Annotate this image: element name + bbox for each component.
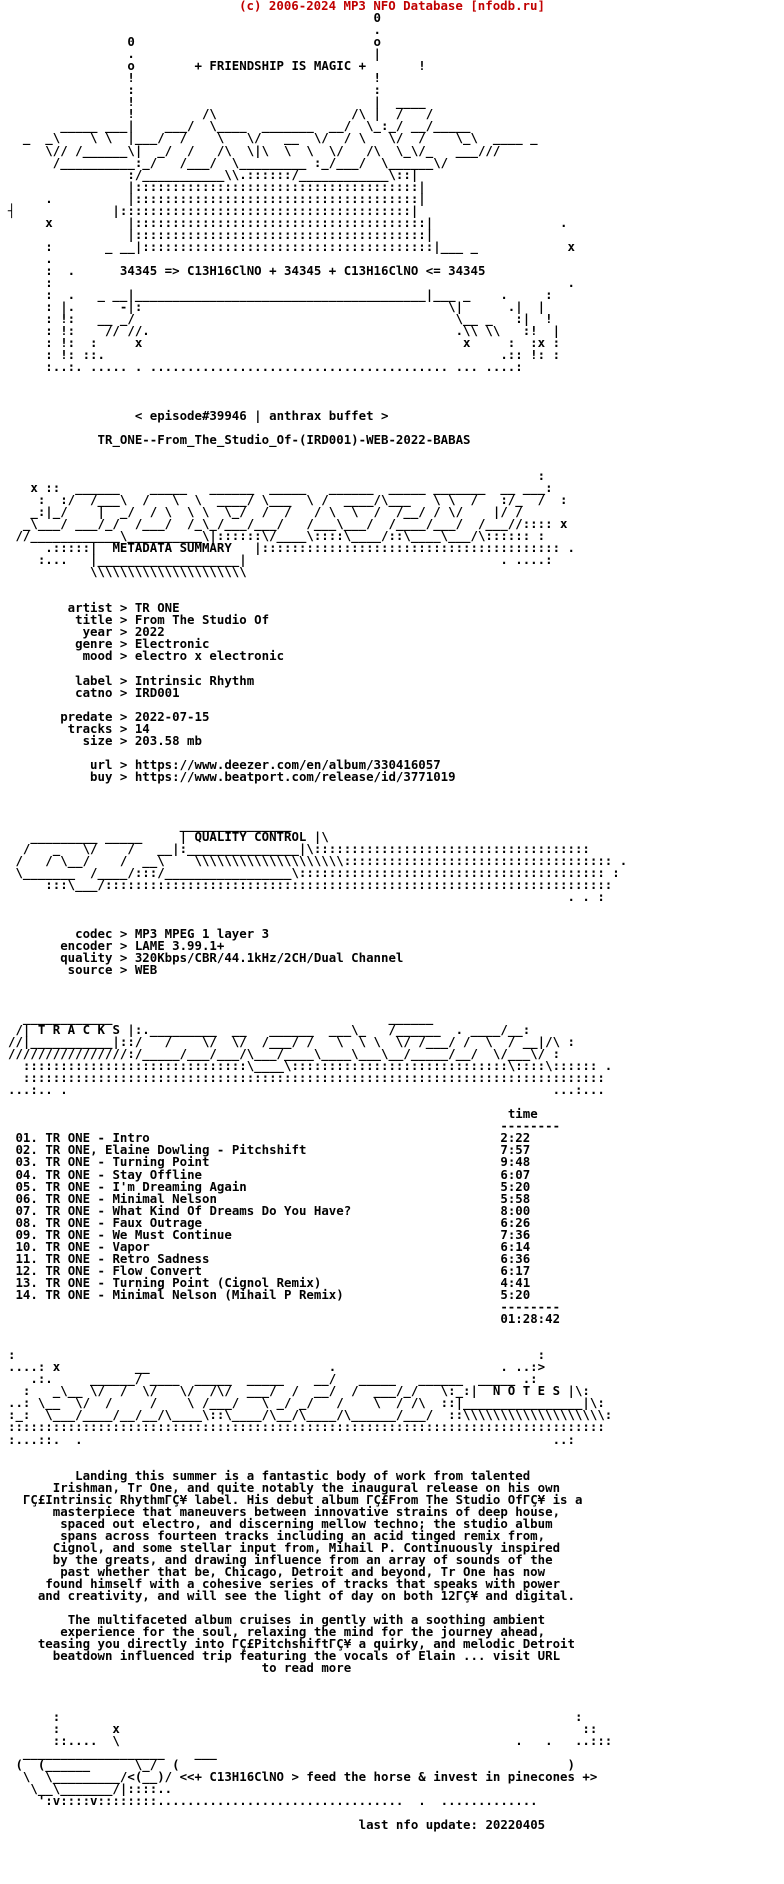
track-number: 08. [15,1214,38,1230]
track-name: TR ONE - Vapor [45,1238,150,1254]
track-name: TR ONE - Faux Outrage [45,1214,202,1230]
track-time: 8:00 [500,1202,531,1218]
notes-heading: N O T E S [492,1383,561,1399]
track-time: 4:41 [500,1274,531,1290]
metadata-heading: METADATA SUMMARY [112,540,232,556]
quality-codec: MP3 MPEG 1 layer 3 [134,925,270,941]
metadata-size: 203.58 mb [134,732,202,748]
track-number: 01. [15,1130,38,1146]
track-number: 09. [15,1226,38,1242]
track-number: 03. [15,1154,38,1170]
track-time: 5:58 [500,1190,531,1206]
track-number: 02. [15,1142,38,1158]
notes-line: Irishman, Tr One, and quite notably the inaugural release on his own [52,1479,561,1495]
tracks-heading: T R A C K S [37,1021,120,1037]
release-name: TR_ONE--From_The_Studio_Of-(IRD001)-WEB-2022-BABAS [97,431,471,447]
metadata-buy: https://www.beatport.com/release/id/3771019 [134,768,456,784]
notes-line: masterpiece that maneuvers between innovative strains of deep house, [52,1503,561,1519]
metadata-genre: Electronic [134,636,210,652]
notes-line: Cignol, and some stellar input from, Mihail P. Continuously inspired [52,1539,561,1555]
tagline: + FRIENDSHIP IS MAGIC + [194,58,367,74]
quality-quality: 320Kbps/CBR/44.1kHz/2CH/Dual Channel [134,949,404,965]
track-number: 11. [15,1250,38,1266]
metadata-artist: TR ONE [134,600,180,616]
metadata-catno: IRD001 [134,684,180,700]
track-time: 9:48 [500,1154,531,1170]
track-number: 10. [15,1238,38,1254]
track-name: TR ONE - Intro [45,1130,150,1146]
notes-line: experience for the soul, relaxing the mind for the journey ahead, [60,1624,546,1640]
nfodb-header: (c) 2006-2024 MP3 NFO Database [nfodb.ru] [239,0,545,13]
metadata-label: Intrinsic Rhythm [134,672,255,688]
track-name: TR ONE - What Kind Of Dreams Do You Have? [45,1202,352,1218]
time-header: time [507,1106,538,1122]
track-time: 6:14 [500,1238,531,1254]
formula: 34345 => C13H16ClNO + 34345 + C13H16ClNO <= 34345 [119,262,486,278]
episode: < episode#39946 | anthrax buffet > [134,407,389,423]
track-name: TR ONE - Turning Point [45,1154,210,1170]
metadata-mood: electro x electronic [134,648,285,664]
metadata-url: https://www.deezer.com/en/album/330416057 [134,756,441,772]
notes-line: past whether that be, Chicago, Detroit and beyond, Tr One has now [60,1564,546,1580]
notes-line: teasing you directly into ΓÇ£PitchshiftΓÇ¥ a quirky, and melodic Detroit [37,1636,575,1652]
track-number: 05. [15,1178,38,1194]
footer-slogan: <<+ C13H16ClNO > feed the horse & invest in pinecones +> [179,1768,598,1784]
track-name: TR ONE - I'm Dreaming Again [45,1178,247,1194]
nfo-document: 0 . 0 o . | o + FRIENDSHIP IS MAGIC + ! ! ! : : ! | ____ ! /\ /\ | / / _____ ___| ___/ \____ _______ __/ \_:_/ __/_____ _ _\ \ \ |___/ / \ \/ __ \/ / \ \/ / \_\ ____ _ \// /______\| _/ / /\ \|\ \ \ \/ /\ \_\/_ ___/// /__________:_/ /___/ \_________ :_/___/ \______\/ :/___________\\.::::::/____________\::| |::::::::::::::::::::::::::::::::::::::| . |::::::::::::::::::::::::::::::::::::::| ┤ |:::::::::::::::::::::::::::::::::::::::| x |:::::::::::::::::::::::::::::::::::::::| . |:::::::::::::::::::::::::::::::::::::::| : _ __|:::::::::::::::::::::::::::::::::::::::|___ _ x . : . 34345 => C13H16ClNO + 34345 + C13H16ClNO <= 34345 : . : . _ __|_______________________________________|___ _ . : : |. -|: \| .| | : !: __ _/ \__ _ :| ! : !: // //. .\\ \\ :! | : !: : x x : :x : : !: ::. .:: !: : :..:. ..... . ........................................ ... ....: < episode#39946 | anthrax buffet > TR_ONE--From_The_Studio_Of-(IRD001)-WEB-2022-BABAS : x :: ______ _____ ______ _____ ______ _____ _______ __ ___: : :/ /___\ / \ \ ____/ \___ \ / ____/\___ \ \ / :/_ / : _:|_/ | _/ / \ \ \ \_/ / / / \ \ / /__/ / \/ |/ / _\___/ ___/_/ /___/ /_\_/___/___/ /___\___/ /____/___/ /___//:::: x //____________\__________\|::::::\/____\::::\____/::\____\___/\:::::: : .:::::| METADATA SUMMARY |:::::::::::::::::::::::::::::::::::::::: . :... |___________________| . ....: \\\\\\\\\\\\\\\\\\\\\ artist > TR ONE title > From The Studio Of year > 2022 genre > Electronic mood > electro x electronic label > Intrinsic Rhythm catno > IRD001 predate > 2022-07-15 tracks > 14 size > 203.58 mb url > https://www.deezer.com/en/album/330416057 buy > https://www.beatport.com/release/id/3771019 _______________ _________ _____ | QUALITY CONTROL |\ / _ \/ / __|:_______________|\::::::::::::::::::::::::::::::::::::: / / \__/ / __\ \\\\\\\\\\\\\\\\\\\\:::::::::::::::::::::::::::::::::::: . \_______ /____/:::/_________________\::::::::::::::::::::::::::::::::::::::::: : :::\___/:::::::::::::::::::::::::::::::::::::::::::::::::::::::::::::::::::: . . : codec > MP3 MPEG 1 layer 3 encoder > LAME 3.99.1+ quality > 320Kbps/CBR/44.1kHz/2CH/Dual Channel source > WEB ____________ ______ /| T R A C K S |:._________ __ ______ ___\_ /______ . ____/__: //|___________|::/ / \/ \/ /___/ / \ \ \ \/ /___/ / \ / __|/\ : ////////////////:/_____/___/___/\___/____\____\___\__/_____/__/ \/___\/ : ::::::::::::::::::::::::::::::\____\:::::::::::::::::::::::::::::\::::\:::::: . :::::::::::::::::::::::::::::::::::::::::::::::::::::::::::::::::::::::::::::: ...:.. . ...:... time -------- 01. TR ONE - Intro 2:22 02. TR ONE, Elaine Dowling - Pitchshift 7:57 03. TR ONE - Turning Point 9:48 04. TR ONE - Stay Offline 6:07 05. TR ONE - I'm Dreaming Again 5:20 06. TR ONE - Minimal Nelson 5:58 07. TR ONE - What Kind Of Dreams Do You Have? 8:00 08. TR ONE - Faux Outrage 6:26 09. TR ONE - We Must Continue 7:36 10. TR ONE - Vapor 6:14 11. TR ONE - Retro Sadness 6:36 12. TR ONE - Flow Convert 6:17 13. TR ONE - Turning Point (Cignol Remix) 4:41 14. TR ONE - Minimal Nelson (Mihail P Remix) 5:20 -------- 01:28:42 : : ....: x __ . . ..:> .:. ______/ ____ _____ _____ __/ _____ ______ _____ .: : _\__ \/ / \/ \/ /\/ ___/ / __/ / ___/_/ \:_:| N O T E S |\: ..: \__ \/ / / \ /___/ \ _/ _/ / \ / /\ ::|________________|\: :_: \___/____/__/__/\____\::\____/\__/\____/\______/___/ ::\\\\\\\\\\\\\\\\\\\: :::::::::::::::::::::::::::::::::::::::::::::::::::::::::::::::::::::::::::::::: :...::. . ..: Landing this summer is a fantastic body of work from talented Irishman, Tr One, and quite notably the inaugural release on his own ΓÇ£Intrinsic RhythmΓÇ¥ label. His debut album ΓÇ£From The Studio OfΓÇ¥ is a masterpiece that maneuvers between innovative strains of deep house, spaced out electro, and discerning mellow techno; the studio album spans across fourteen tracks including an acid tinged remix from, Cignol, and some stellar input from, Mihail P. Continuously inspired by the greats, and drawing influence from an array of sounds of the past whether that be, Chicago, Detroit and beyond, Tr One has now found himself with a cohesive series of tracks that speaks with power and creativity, and will see the light of day on both 12ΓÇ¥ and digital. The multifaceted album cruises in gently with a soothing ambient experience for the soul, relaxing the mind for the journey ahead, teasing you directly into ΓÇ£PitchshiftΓÇ¥ a quirky, and melodic Detroit beatdown influenced trip featuring the vocals of Elain ... visit URL to read more : : : x :: ::.... \ . . ..::: ___________________ ___ ( (______ \_/ ( ) \ \_________/<(__)/ <<+ C13H16ClNO > feed the horse & invest in pinecones +> \__\_______/|::::.. ':v::::v::::::::................................. . ............. last nfo update: 20220405 [8,10,628,1833]
track-time: 6:07 [500,1166,531,1182]
track-name: TR ONE - Retro Sadness [45,1250,210,1266]
notes-line: Landing this summer is a fantastic body of work from talented [75,1467,531,1483]
metadata-predate: 2022-07-15 [134,708,210,724]
track-time: 6:26 [500,1214,531,1230]
metadata-title: From The Studio Of [134,612,270,628]
track-name: TR ONE - Stay Offline [45,1166,202,1182]
notes-line: and creativity, and will see the light of day on both 12ΓÇ¥ and digital. [37,1588,575,1604]
notes-line: beatdown influenced trip featuring the vocals of Elain ... visit URL [52,1648,561,1664]
track-name: TR ONE - Flow Convert [45,1262,202,1278]
notes-line: spaced out electro, and discerning mellow techno; the studio album [60,1515,553,1531]
quality-encoder: LAME 3.99.1+ [134,937,225,953]
quality-heading: QUALITY CONTROL [194,829,307,845]
track-time: 6:36 [500,1250,531,1266]
notes-line: found himself with a cohesive series of tracks that speaks with power [45,1576,561,1592]
track-time: 5:20 [500,1286,531,1302]
quality-source: WEB [134,961,158,977]
track-number: 14. [15,1286,38,1302]
track-time: 7:57 [500,1142,531,1158]
track-number: 12. [15,1262,38,1278]
metadata-tracks: 14 [134,720,150,736]
track-name: TR ONE - Minimal Nelson (Mihail P Remix) [45,1286,344,1302]
track-name: TR ONE - We Must Continue [45,1226,232,1242]
track-number: 07. [15,1202,38,1218]
track-number: 06. [15,1190,38,1206]
track-name: TR ONE - Turning Point (Cignol Remix) [45,1274,322,1290]
track-number: 04. [15,1166,38,1182]
track-name: TR ONE, Elaine Dowling - Pitchshift [45,1142,307,1158]
track-name: TR ONE - Minimal Nelson [45,1190,217,1206]
notes-line: spans across fourteen tracks including an acid tinged remix from, [60,1527,546,1543]
track-time: 5:20 [500,1178,531,1194]
notes-line: to read more [261,1660,352,1676]
track-number: 13. [15,1274,38,1290]
last-update: last nfo update: 20220405 [358,1817,546,1833]
track-time: 6:17 [500,1262,531,1278]
notes-line: ΓÇ£Intrinsic RhythmΓÇ¥ label. His debut album ΓÇ£From The Studio OfΓÇ¥ is a [22,1491,583,1507]
track-time: 2:22 [500,1130,531,1146]
metadata-year: 2022 [134,624,165,640]
track-time: 7:36 [500,1226,531,1242]
notes-line: The multifaceted album cruises in gently with a soothing ambient [67,1612,546,1628]
notes-line: by the greats, and drawing influence from an array of sounds of the [52,1552,553,1567]
total-time: 01:28:42 [500,1311,561,1327]
